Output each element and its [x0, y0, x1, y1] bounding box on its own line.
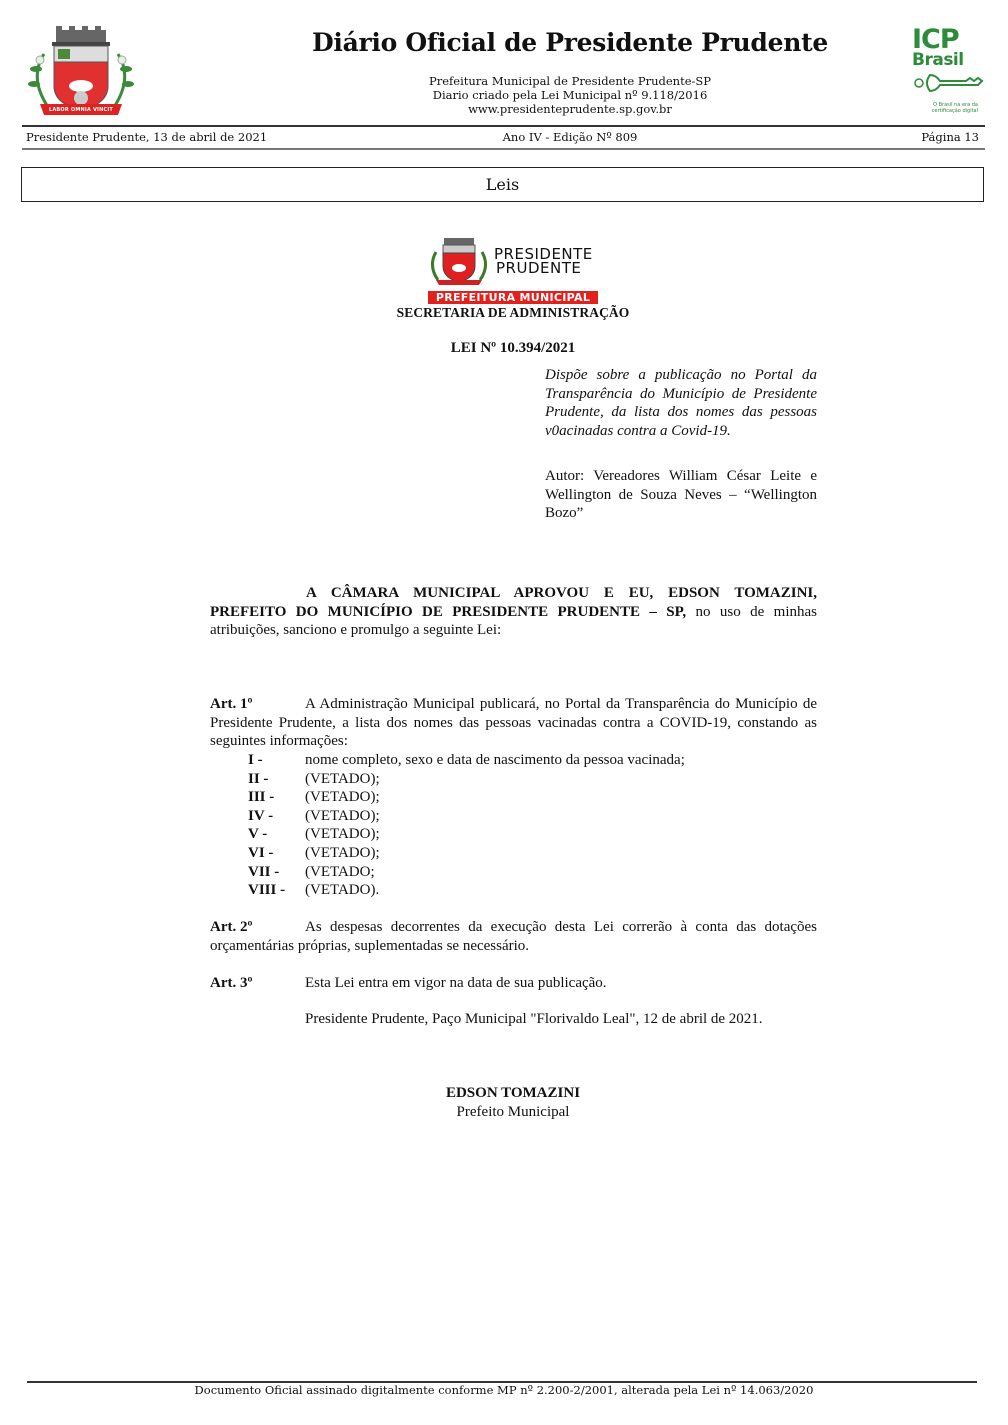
item-text: (VETADO); — [305, 844, 380, 861]
article-1 — [210, 695, 817, 751]
gazette-title: Diário Oficial de Presidente Prudente — [312, 28, 828, 57]
list-item — [248, 788, 685, 807]
signatory-role: Prefeito Municipal — [456, 1104, 570, 1120]
article-label: Art. 1º — [210, 696, 253, 712]
item-number: II - — [248, 770, 269, 787]
preamble — [210, 584, 817, 640]
item-number: I - — [248, 752, 263, 768]
item-number: V - — [248, 826, 268, 843]
list-item — [248, 751, 685, 770]
item-number: VII - — [248, 863, 280, 880]
icp-tagline: O Brasil na era da certificação digital — [931, 102, 978, 114]
icp-logo-text: ICP — [912, 24, 959, 55]
page-number: Página 13 — [921, 130, 979, 144]
prefeitura-municipal-banner: PREFEITURA MUNICIPAL — [428, 291, 598, 304]
article-text: A Administração Municipal publicará, no Portal da Transparência do Município de Presidente Prudente, a lista dos nomes das pessoas vacinadas contra a COVID-19, constando as seguintes informações: — [210, 696, 817, 750]
item-text: (VETADO); — [305, 770, 380, 787]
article-text: As despesas decorrentes da execução desta Lei correrão à conta das dotações orçamentárias próprias, suplementadas se necessário. — [210, 919, 817, 954]
article-3 — [210, 974, 817, 993]
preamble-text: no uso de minhas atribuições, sanciono e promulgo a seguinte Lei: — [210, 603, 817, 639]
article-label: Art. 2º — [210, 919, 253, 935]
item-number: III - — [248, 789, 275, 806]
secretaria-heading: SECRETARIA DE ADMINISTRAÇÃO — [396, 305, 630, 320]
section-heading: Leis — [21, 167, 984, 202]
list-item — [248, 881, 685, 900]
gazette-subtitle-1: Prefeitura Municipal de Presidente Prudente-SP — [429, 74, 711, 88]
footer-note: Documento Oficial assinado digitalmente conforme MP nº 2.200-2/2001, alterada pela Lei nº 14.063/2020 — [194, 1383, 814, 1397]
header-divider — [22, 125, 985, 127]
list-item — [248, 844, 685, 863]
list-item — [248, 770, 685, 789]
preamble-bold: A CÂMARA MUNICIPAL APROVOU E EU, EDSON TOMAZINI, PREFEITO DO MUNICÍPIO DE PRESIDENTE PRUDENTE – SP, — [210, 585, 817, 620]
item-number: VIII - — [248, 882, 286, 899]
list-item — [248, 807, 685, 826]
article-2 — [210, 918, 817, 955]
law-summary: Dispõe sobre a publicação no Portal da Transparência do Município de Presidente Prudente, da lista dos nomes das pessoas v0acinadas contra a Covid-19. — [545, 367, 817, 439]
logo-name-line2: PRUDENTE — [496, 259, 582, 277]
article-text: Esta Lei entra em vigor na data de sua publicação. — [305, 975, 607, 991]
item-text: (VETADO; — [305, 863, 375, 880]
item-text: (VETADO); — [305, 826, 380, 843]
edition-number: Ano IV - Edição Nº 809 — [502, 130, 638, 144]
logo-name-line1: PRESIDENTE — [494, 245, 593, 263]
list-item — [248, 825, 685, 844]
list-item — [248, 863, 685, 882]
article-1-items — [248, 751, 685, 900]
key-icon — [912, 69, 988, 97]
meta-divider — [22, 148, 985, 150]
item-number: IV - — [248, 807, 274, 824]
gazette-subtitle-2: Diario criado pela Lei Municipal nº 9.118/2016 — [432, 88, 708, 102]
item-number: VI - — [248, 844, 274, 861]
item-text: (VETADO); — [305, 807, 380, 824]
icp-logo-brasil: Brasil — [912, 50, 964, 70]
place-and-date: Presidente Prudente, Paço Municipal "Florivaldo Leal", 12 de abril de 2021. — [305, 1011, 763, 1027]
coat-of-arms-motto: LABOR OMNIA VINCIT — [48, 107, 114, 113]
signatory-name: EDSON TOMAZINI — [445, 1085, 581, 1101]
prefeitura-logo — [428, 236, 608, 294]
law-title: LEI Nº 10.394/2021 — [450, 340, 576, 356]
item-text: (VETADO); — [305, 789, 380, 806]
publication-date: Presidente Prudente, 13 de abril de 2021 — [26, 130, 268, 144]
gazette-website-link[interactable]: www.presidenteprudente.sp.gov.br — [468, 102, 672, 116]
item-text: (VETADO). — [305, 882, 380, 899]
item-text: nome completo, sexo e data de nascimento da pessoa vacinada; — [305, 752, 685, 768]
coat-of-arms-small-icon — [428, 236, 490, 288]
article-label: Art. 3º — [210, 975, 253, 991]
law-author: Autor: Vereadores William César Leite e Wellington de Souza Neves – “Wellington Bozo” — [545, 468, 817, 522]
icp-brasil-logo — [912, 24, 988, 120]
